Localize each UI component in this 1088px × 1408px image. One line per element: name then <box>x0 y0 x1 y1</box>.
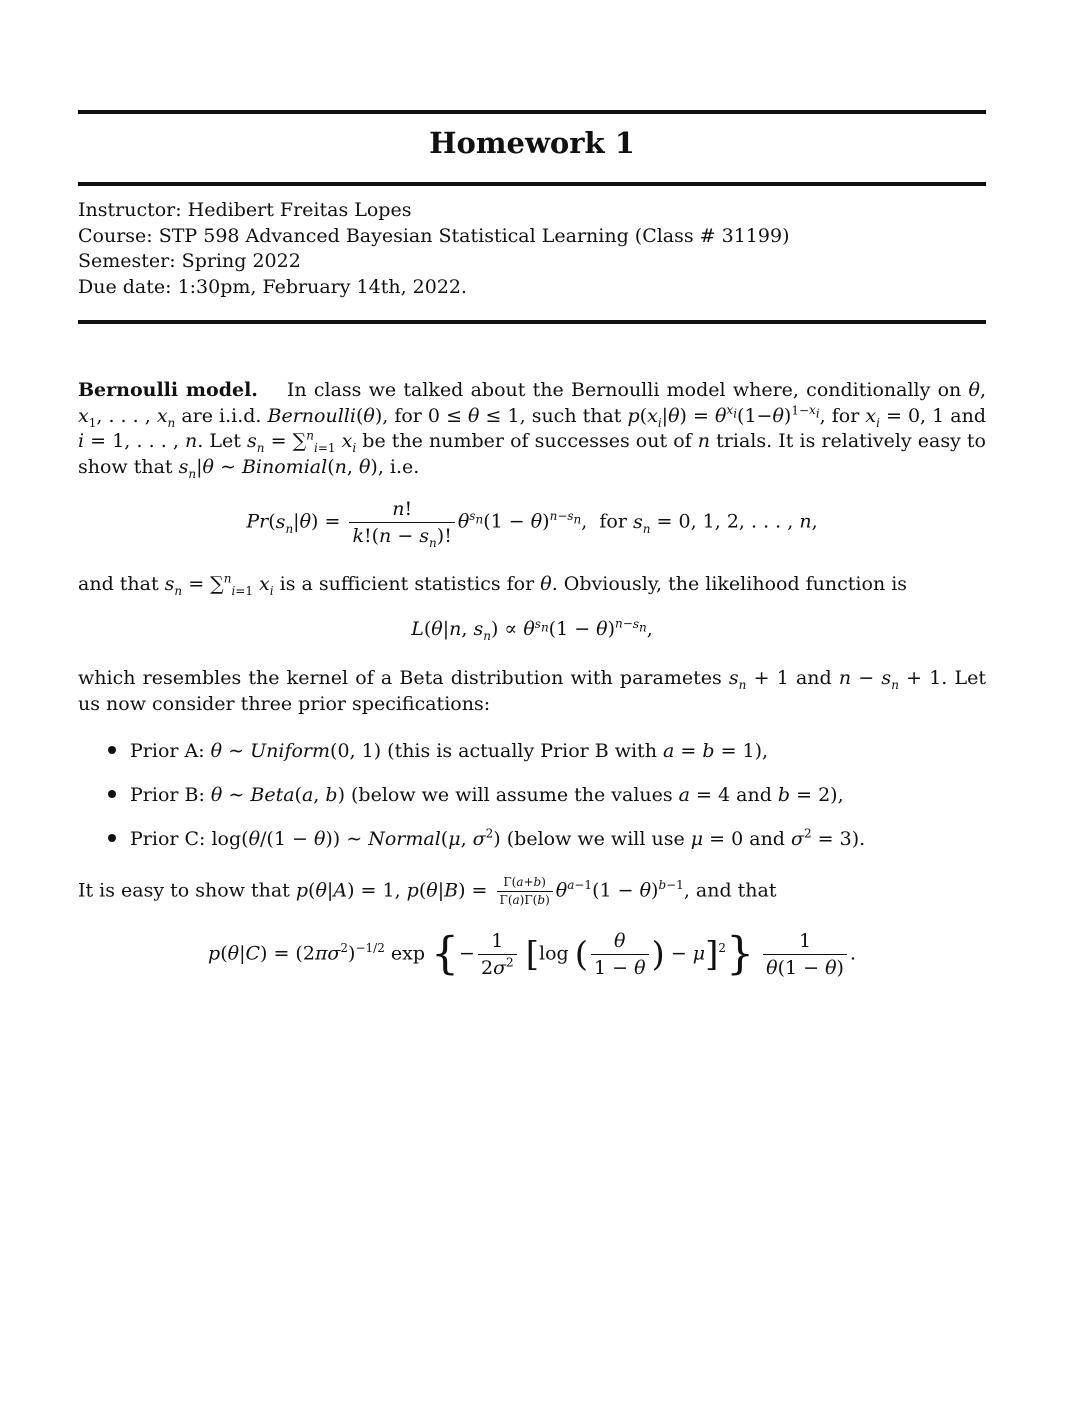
course-line: Course: STP 598 Advanced Bayesian Statistical Learning (Class # 31199) <box>78 224 790 247</box>
likelihood-equation: L(θ|n, $s_n) \propto \theta^{s_n}(1 - \theta)^{n-s_n}$, <box>411 616 653 643</box>
bullet-icon <box>108 790 116 798</box>
title-rule <box>78 182 986 186</box>
beta-kernel-paragraph: which resembles the kernel of a Beta distribution with parametes $s_n + 1$ and $n - s_n + 1$. Let us now consider three prior specifications: <box>78 667 987 715</box>
prior-density-paragraph: It is easy to show that p(θ|A) = 1, p(θ|B) = $\frac{\Gamma(a+b)}{\Gamma(a)\Gamma(b)}$ $\theta^{a-1}(1 - \theta)^{b-1}$, and that <box>78 875 777 907</box>
header-meta <box>78 198 790 300</box>
semester-line: Semester: Spring 2022 <box>78 250 301 272</box>
intro-paragraph: Bernoulli model. In class we talked about the Bernoulli model where, conditionally on θ, $x_1$, . . . , $x_n$ are i.i.d. Bernoulli(θ), for 0 ≤ θ ≤ 1, such that $p(x_i|\theta) = \theta^{x_i}(1-\theta)^{1-x_i}$, for $x_i = 0$, 1 and i = 1, . . . , n. Let $s_n = \sum^n_{i=1}$ $x_i$ be the number of successes out of n trials. It is relatively easy to show that $s_n|\theta$ ∼ Binomial(n, θ), i.e. <box>78 379 986 481</box>
logit-normal-equation: $p(\theta|C) = (2\pi\sigma^2)^{-1/2}$ exp {− $\frac{1}{2\sigma^2}$ [log ( $\frac{\theta}{1 - \theta}$ ) − μ]$^2$} $\frac{1}{\theta(1 - \theta)}$ . <box>208 928 856 980</box>
bullet-icon <box>108 834 116 842</box>
list-item: Prior C: log(θ/(1 − θ)) ∼ Normal(μ, $\sigma^2$) (below we will use μ = 0 and $\sigma^2 = 3$). <box>108 828 865 850</box>
bullet-icon <box>108 746 116 754</box>
list-item: Prior B: θ ∼ Beta(a, b) (below we will assume the values a = 4 and b = 2), <box>108 784 844 806</box>
sufficient-paragraph: and that $s_n = \sum^n_{i=1}$ $x_i$ is a sufficient statistics for θ. Obviously, the likelihood function is <box>78 571 908 598</box>
instructor-line: Instructor: Hedibert Freitas Lopes <box>78 199 412 221</box>
list-item: Prior A: θ ∼ Uniform(0, 1) (this is actually Prior B with a = b = 1), <box>108 740 768 762</box>
page-title: Homework 1 <box>429 126 635 160</box>
binomial-equation: $Pr(s_n|\theta)$ = $\frac{n!}{k!(n - s_n)!}$ $\theta^{s_n}(1 - \theta)^{n-s_n}$, for $s_n = 0$, 1, 2, . . . , n, <box>246 498 818 550</box>
section-heading: Bernoulli model. <box>78 379 258 401</box>
due-date-line: Due date: 1:30pm, February 14th, 2022. <box>78 275 468 298</box>
top-rule <box>78 110 986 114</box>
meta-rule <box>78 320 986 324</box>
